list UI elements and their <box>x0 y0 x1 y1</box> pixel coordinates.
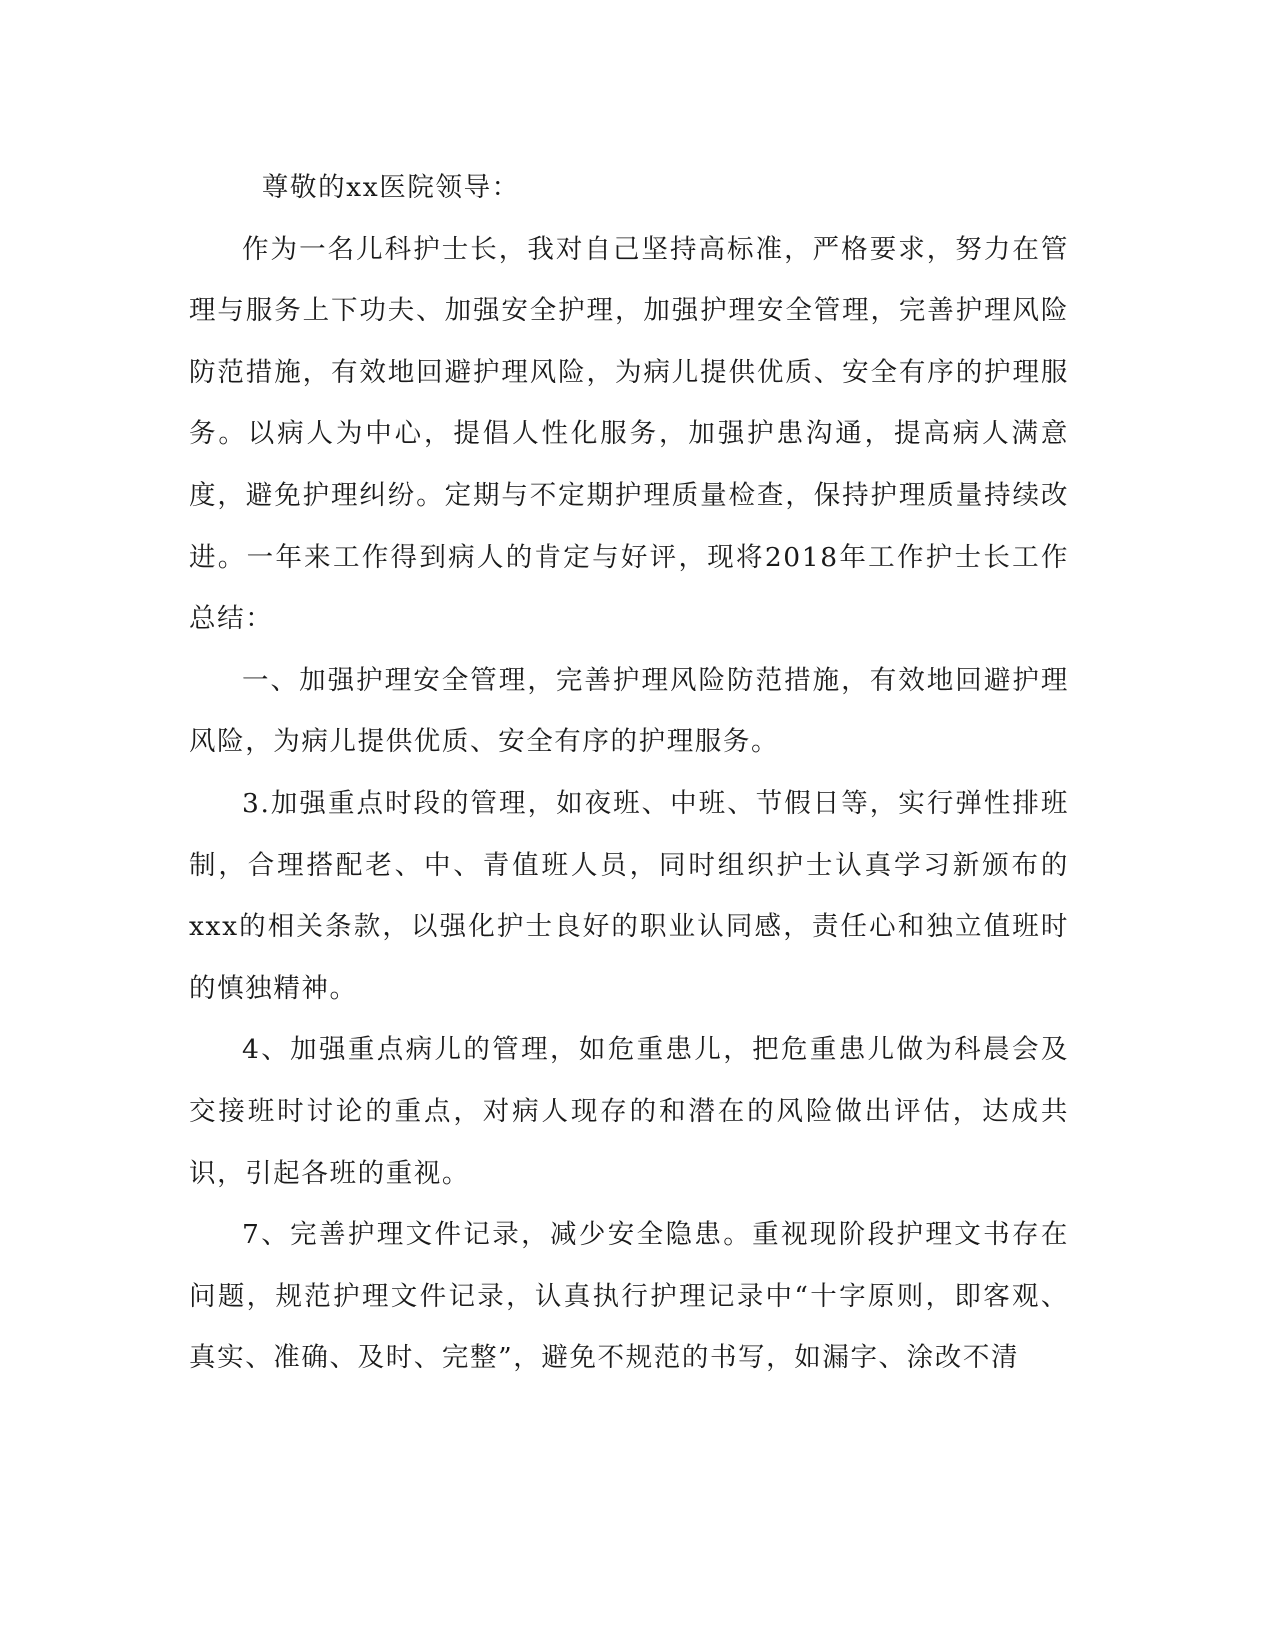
paragraph-item-7: 7、完善护理文件记录，减少安全隐患。重视现阶段护理文书存在问题，规范护理文件记录，认真执行护理记录中“十字原则，即客观、真实、准确、及时、完整”，避免不规范的书写，如漏字、涂改不清 <box>189 1219 1069 1374</box>
paragraph-section-1: 一、加强护理安全管理，完善护理风险防范措施，有效地回避护理风险，为病儿提供优质、安全有序的护理服务。 <box>189 664 1069 758</box>
salutation: 尊敬的xx医院领导： <box>261 172 520 203</box>
paragraph-item-3: 3.加强重点时段的管理，如夜班、中班、节假日等，实行弹性排班制，合理搭配老、中、青值班人员，同时组织护士认真学习新颁布的xxx的相关条款，以强化护士良好的职业认同感，责任心和独立值班时的慎独精神。 <box>189 787 1069 1004</box>
document-body <box>189 157 1069 1389</box>
paragraph-intro: 作为一名儿科护士长，我对自己坚持高标准，严格要求，努力在管理与服务上下功夫、加强安全护理，加强护理安全管理，完善护理风险防范措施，有效地回避护理风险，为病儿提供优质、安全有序的护理服务。以病人为中心，提倡人性化服务，加强护患沟通，提高病人满意度，避免护理纠纷。定期与不定期护理质量检查，保持护理质量持续改进。一年来工作得到病人的肯定与好评，现将2018年工作护士长工作总结： <box>189 233 1069 635</box>
paragraph-item-4: 4、加强重点病儿的管理，如危重患儿，把危重患儿做为科晨会及交接班时讨论的重点，对病人现存的和潜在的风险做出评估，达成共识，引起各班的重视。 <box>189 1034 1069 1189</box>
